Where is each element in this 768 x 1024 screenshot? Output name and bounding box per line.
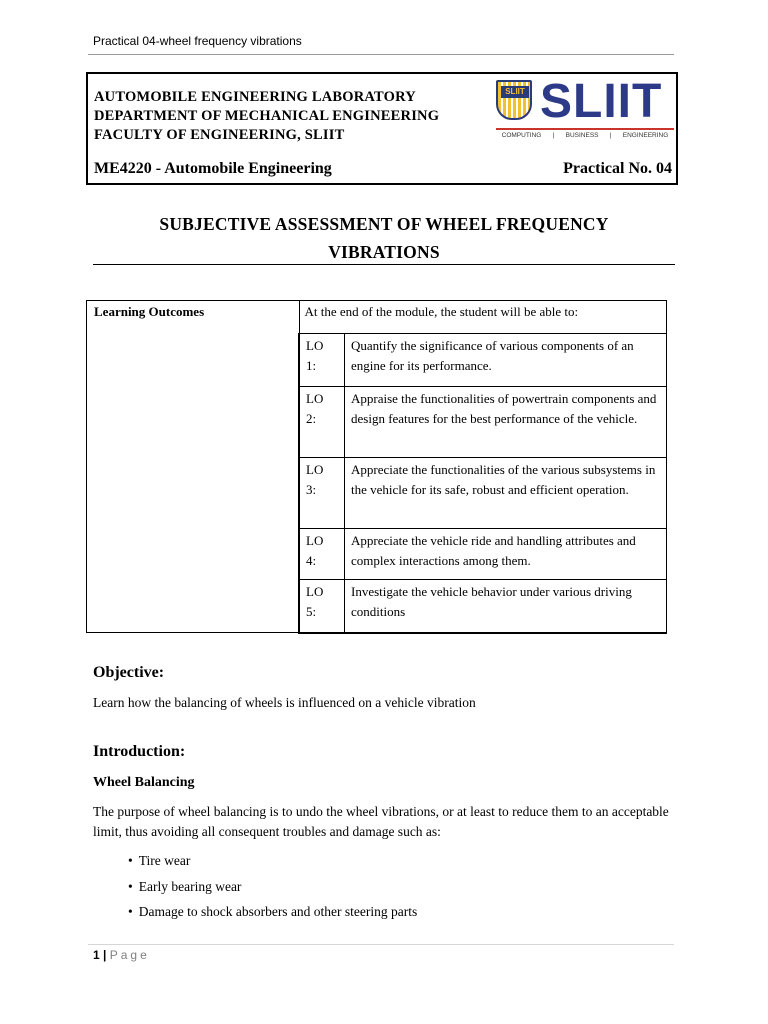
document-title (93, 210, 675, 266)
practical-number: Practical No. 04 (563, 160, 672, 177)
title-rule (93, 264, 675, 265)
page-number: 1 (93, 948, 100, 962)
lo-text: Investigate the vehicle behavior under various driving conditions (345, 580, 667, 633)
footer-separator: | (103, 948, 107, 962)
tagline-engineering: ENGINEERING (622, 132, 669, 139)
banner-line-faculty: FACULTY OF ENGINEERING, SLIIT (94, 127, 345, 143)
lo-text: Appreciate the functionalities of the various subsystems in the vehicle for its safe, robust and efficient operation. (345, 458, 667, 529)
page-label: Page (109, 948, 150, 962)
list-item: • Early bearing wear (128, 878, 242, 894)
tagline-divider: | (552, 132, 555, 139)
list-item: • Damage to shock absorbers and other steering parts (128, 904, 418, 919)
lab-banner (86, 72, 678, 185)
running-header: Practical 04-wheel frequency vibrations (93, 34, 302, 48)
lo-number: LO 4: (299, 529, 345, 580)
bullet-icon: • (128, 878, 133, 894)
logo-wordmark: SLIIT (540, 75, 663, 128)
title-line: VIBRATIONS (328, 242, 440, 262)
tagline-divider: | (609, 132, 612, 139)
banner-line-lab: AUTOMOBILE ENGINEERING LABORATORY (94, 89, 416, 105)
crest-icon (496, 80, 532, 120)
sliit-logo (496, 75, 674, 140)
learning-outcomes-intro: At the end of the module, the student will be able to: (299, 301, 667, 334)
lo-number: LO 2: (299, 387, 345, 458)
objective-text: Learn how the balancing of wheels is influenced on a vehicle vibration (93, 695, 476, 710)
lo-number: LO 3: (299, 458, 345, 529)
crest-text: SLIIT (501, 86, 529, 98)
list-item: • Tire wear (128, 853, 191, 868)
course-title: ME4220 - Automobile Engineering (94, 160, 332, 177)
banner-line-department: DEPARTMENT OF MECHANICAL ENGINEERING (94, 108, 440, 124)
title-line: SUBJECTIVE ASSESSMENT OF WHEEL FREQUENCY (159, 214, 609, 234)
lo-text: Quantify the significance of various components of an engine for its performance. (345, 334, 667, 387)
bullet-icon: • (128, 853, 133, 868)
objective-heading: Objective: (93, 664, 165, 681)
tagline-computing: COMPUTING (501, 132, 542, 139)
page-footer (93, 948, 150, 962)
intro-paragraph: The purpose of wheel balancing is to undo the wheel vibrations, or at least to reduce them to an acceptable limit, thus avoiding all consequent troubles and damage such as: (93, 804, 669, 839)
damage-list (128, 853, 417, 930)
learning-outcomes-table (86, 300, 667, 634)
tagline-business: BUSINESS (565, 132, 599, 139)
header-rule (88, 54, 674, 55)
lo-number: LO 5: (299, 580, 345, 633)
logo-tagline (496, 128, 674, 139)
banner-lines (94, 88, 439, 145)
learning-outcomes-label: Learning Outcomes (87, 301, 300, 633)
lo-number: LO 1: (299, 334, 345, 387)
footer-rule (88, 944, 674, 945)
lo-text: Appraise the functionalities of powertrain components and design features for the best performance of the vehicle. (345, 387, 667, 458)
wheel-balancing-heading: Wheel Balancing (93, 775, 195, 790)
introduction-heading: Introduction: (93, 743, 186, 760)
bullet-icon: • (128, 904, 133, 919)
lo-text: Appreciate the vehicle ride and handling attributes and complex interactions among them. (345, 529, 667, 580)
